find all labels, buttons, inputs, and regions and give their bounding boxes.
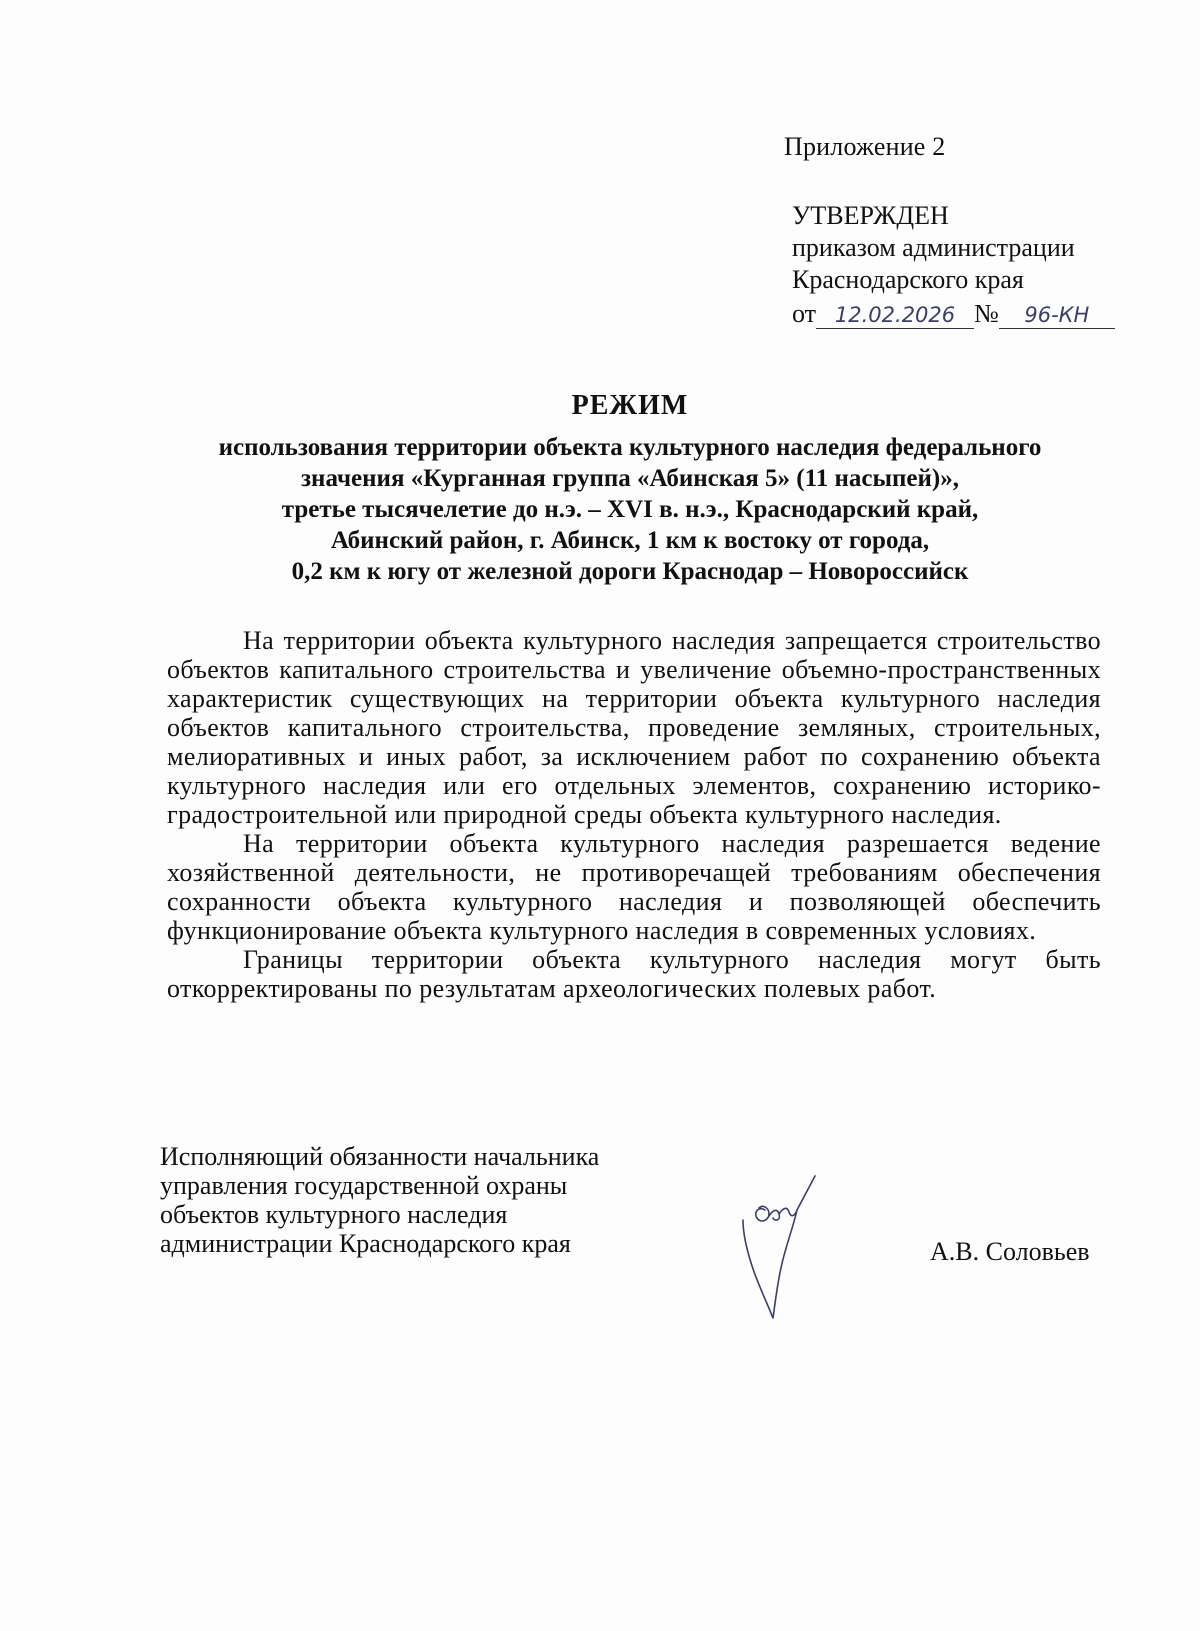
number-prefix: № xyxy=(974,299,999,328)
signer-position-line: управления государственной охраны xyxy=(160,1171,568,1200)
order-date-line xyxy=(792,298,1115,330)
document-title: РЕЖИМ xyxy=(571,390,689,421)
subtitle-line: Абинский район, г. Абинск, 1 км к востоку от города, xyxy=(330,527,930,554)
approved-by-line-2: Краснодарского края xyxy=(792,265,1024,294)
signer-position xyxy=(160,1142,599,1258)
approval-block xyxy=(792,200,1115,330)
body-paragraph: На территории объекта культурного наследия разрешается ведение хозяйственной деятельности, не противоречащей требованиям обеспечения сохранности объекта культурного наследия и позволяющей обеспечить функционирование объекта культурного наследия в современных условиях. xyxy=(167,829,1101,945)
approved-heading: УТВЕРЖДЕН xyxy=(792,201,949,230)
signer-position-line: Исполняющий обязанности начальника xyxy=(160,1142,600,1171)
document-title-block xyxy=(150,390,1110,587)
approved-by-line-1: приказом администрации xyxy=(792,233,1075,262)
document-body xyxy=(167,626,1101,1003)
subtitle-line: 0,2 км к югу от железной дороги Краснодар – Новороссийск xyxy=(291,558,969,585)
handwritten-signature xyxy=(735,1168,835,1328)
body-paragraph: На территории объекта культурного наследия запрещается строительство объектов капитального строительства и увеличение объемно-пространственных характеристик существующих на территории объекта культурного наследия объектов капитального строительства, проведение земляных, строительных, мелиоративных и иных работ, за исключением работ по сохранению объекта культурного наследия или его отдельных элементов, сохранению историко-градостроительной или природной среды объекта культурного наследия. xyxy=(167,626,1101,829)
subtitle-line: значения «Курганная группа «Абинская 5» (11 насыпей)», xyxy=(301,465,959,492)
subtitle-line: использования территории объекта культурного наследия федерального xyxy=(218,434,1042,461)
body-paragraph: Границы территории объекта культурного наследия могут быть откорректированы по результатам археологических полевых работ. xyxy=(167,945,1101,1003)
date-prefix: от xyxy=(792,299,817,328)
signer-position-line: объектов культурного наследия xyxy=(160,1200,508,1229)
document-subtitle xyxy=(150,432,1110,587)
order-number-handwritten: 96-КН xyxy=(999,302,1115,329)
order-date-handwritten: 12.02.2026 xyxy=(816,302,974,329)
appendix-label: Приложение 2 xyxy=(784,132,946,161)
subtitle-line: третье тысячелетие до н.э. – XVI в. н.э., Краснодарский край, xyxy=(281,496,979,523)
signer-position-line: администрации Краснодарского края xyxy=(160,1229,571,1258)
signer-name: А.В. Соловьев xyxy=(930,1237,1090,1266)
